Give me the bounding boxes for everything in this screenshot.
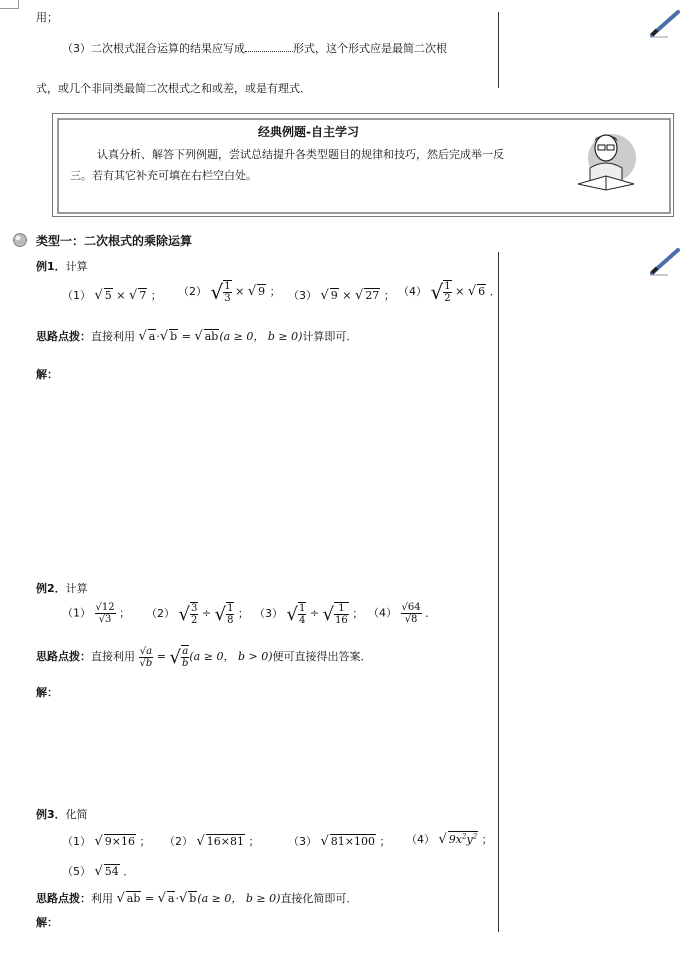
box-text: 三。若有其它补充可填在右栏空白处。 xyxy=(70,169,257,182)
column-divider xyxy=(498,252,499,932)
ex1-item: （4） √ $\frac{1}{2}$ × √ 6 ． xyxy=(398,280,501,304)
section-title: 类型一：二次根式的乘除运算 xyxy=(36,234,193,248)
solution-label: 解： xyxy=(36,368,58,381)
ex3-item: （1） √ 9×16 ； xyxy=(62,834,151,849)
example-heading: 例3．化简 xyxy=(36,808,88,821)
ex1-item: （1） √ 5 × √ 7 ； xyxy=(62,288,162,303)
ex3-item: （2） √ 16×81 ； xyxy=(164,834,260,849)
ex2-item: （3） √ $\frac{1}{4}$ ÷ √ $\frac{1}{16}$ ； xyxy=(254,603,364,626)
intro-item-3: （3）二次根式混合运算的结果应写成 形式，这个形式应是最简二次根 xyxy=(62,42,447,55)
ex3-item: （3） √ 81×100 ； xyxy=(288,834,391,849)
column-divider xyxy=(498,12,499,88)
ex3-item: （5） √ 54 ． xyxy=(62,864,135,879)
ex3-hint: 思路点拨：利用 √ ab = √ a·√ b(a ≥ 0， b ≥ 0)直接化简即可． xyxy=(36,891,358,906)
example-heading: 例2．计算 xyxy=(36,582,88,595)
intro-line: 用； xyxy=(36,11,58,24)
pen-icon xyxy=(648,8,682,38)
ex3-item: （4） √ $9x^2y^2$ ； xyxy=(406,832,493,847)
ex1-hint: 思路点拨：直接利用 √ a·√ b = √ ab(a ≥ 0， b ≥ 0)计算即可． xyxy=(36,329,358,344)
intro-item-3-cont: 式，或几个非同类最简二次根式之和或差，或是有理式． xyxy=(36,82,311,95)
section-bullet-icon xyxy=(12,232,28,248)
ex1-item: （2） √ $\frac{1}{3}$ × √ 9 ； xyxy=(178,280,281,304)
pen-icon xyxy=(648,246,682,276)
solution-label: 解： xyxy=(36,916,58,929)
blank-line xyxy=(245,41,293,52)
ex2-item: （1） $\frac{√12}{√3}$ ； xyxy=(62,602,131,625)
box-title: 经典例题-自主学习 xyxy=(258,125,359,139)
ex2-hint: 思路点拨：直接利用 $\frac{√a}{√b}$ = √ $\frac{a}{b}$ (a ≥ 0， b > 0)便可直接得出答案． xyxy=(36,645,372,669)
page-corner-mark xyxy=(0,0,19,9)
example-heading: 例1．计算 xyxy=(36,260,88,273)
ex1-item: （3） √ 9 × √ 27 ； xyxy=(288,288,395,303)
ex2-item: （2） √ $\frac{3}{2}$ ÷ √ $\frac{1}{8}$ ； xyxy=(146,603,249,626)
reading-person-icon xyxy=(572,124,642,194)
ex2-item: （4） $\frac{√64}{√8}$ ． xyxy=(368,602,437,625)
solution-label: 解： xyxy=(36,686,58,699)
box-text: 认真分析、解答下列例题，尝试总结提升各类型题目的规律和技巧，然后完成举一反 xyxy=(97,148,504,161)
